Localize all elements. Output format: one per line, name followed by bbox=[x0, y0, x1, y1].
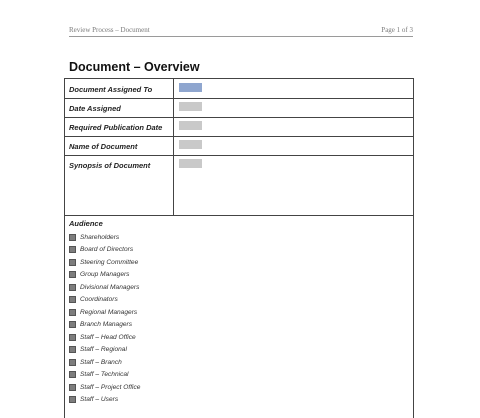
checkbox[interactable] bbox=[69, 384, 76, 391]
audience-heading: Audience bbox=[69, 219, 103, 228]
option-label: Staff – Users bbox=[80, 396, 119, 404]
audience-option[interactable] bbox=[69, 331, 399, 344]
option-label: Shareholders bbox=[80, 233, 120, 241]
form-row-synopsis bbox=[65, 155, 413, 216]
checkbox[interactable] bbox=[69, 284, 76, 291]
synopsis-field[interactable] bbox=[179, 159, 202, 168]
option-label: Coordinators bbox=[80, 296, 118, 304]
checkbox[interactable] bbox=[69, 321, 76, 328]
audience-option[interactable] bbox=[69, 356, 399, 369]
checkbox[interactable] bbox=[69, 346, 76, 353]
form-row-publication-date bbox=[65, 117, 413, 137]
audience-option[interactable] bbox=[69, 231, 399, 244]
checkbox[interactable] bbox=[69, 246, 76, 253]
option-label: Staff – Branch bbox=[80, 358, 122, 366]
form-row-document-name bbox=[65, 136, 413, 156]
audience-option[interactable] bbox=[69, 256, 399, 269]
option-label: Steering Committee bbox=[80, 258, 139, 266]
option-label: Staff – Head Office bbox=[80, 333, 136, 341]
page-title: Document – Overview bbox=[69, 60, 200, 74]
column-divider bbox=[173, 136, 174, 155]
column-divider bbox=[173, 79, 174, 98]
option-label: Group Managers bbox=[80, 271, 130, 279]
audience-option[interactable] bbox=[69, 381, 399, 394]
header-document-name: Review Process – Document bbox=[69, 26, 150, 34]
row-label: Date Assigned bbox=[69, 104, 121, 113]
page-header bbox=[69, 25, 413, 37]
header-page-number: Page 1 of 3 bbox=[381, 26, 413, 34]
checkbox[interactable] bbox=[69, 309, 76, 316]
audience-option[interactable] bbox=[69, 344, 399, 357]
audience-option[interactable] bbox=[69, 294, 399, 307]
column-divider bbox=[173, 155, 174, 215]
checkbox[interactable] bbox=[69, 234, 76, 241]
publication-date-field[interactable] bbox=[179, 121, 202, 130]
assigned-to-field[interactable] bbox=[179, 83, 202, 92]
column-divider bbox=[173, 98, 174, 117]
audience-option[interactable] bbox=[69, 244, 399, 257]
row-label: Name of Document bbox=[69, 142, 138, 151]
document-name-field[interactable] bbox=[179, 140, 202, 149]
audience-option[interactable] bbox=[69, 369, 399, 382]
row-label: Required Publication Date bbox=[69, 123, 163, 132]
checkbox[interactable] bbox=[69, 271, 76, 278]
audience-option[interactable] bbox=[69, 306, 399, 319]
checkbox[interactable] bbox=[69, 396, 76, 403]
date-assigned-field[interactable] bbox=[179, 102, 202, 111]
checkbox[interactable] bbox=[69, 334, 76, 341]
audience-option[interactable] bbox=[69, 269, 399, 282]
option-label: Staff – Regional bbox=[80, 346, 127, 354]
checkbox[interactable] bbox=[69, 359, 76, 366]
checkbox[interactable] bbox=[69, 259, 76, 266]
audience-section bbox=[69, 219, 399, 406]
row-label: Document Assigned To bbox=[69, 85, 153, 94]
column-divider bbox=[173, 117, 174, 136]
document-form bbox=[64, 78, 414, 418]
audience-option[interactable] bbox=[69, 394, 399, 407]
option-label: Divisional Managers bbox=[80, 283, 140, 291]
audience-option[interactable] bbox=[69, 281, 399, 294]
form-row-assigned-to bbox=[65, 79, 413, 99]
checkbox[interactable] bbox=[69, 296, 76, 303]
option-label: Staff – Technical bbox=[80, 371, 129, 379]
option-label: Regional Managers bbox=[80, 308, 138, 316]
form-row-date-assigned bbox=[65, 98, 413, 118]
option-label: Branch Managers bbox=[80, 321, 133, 329]
row-label: Synopsis of Document bbox=[69, 161, 151, 170]
checkbox[interactable] bbox=[69, 371, 76, 378]
option-label: Staff – Project Office bbox=[80, 383, 141, 391]
audience-option[interactable] bbox=[69, 319, 399, 332]
option-label: Board of Directors bbox=[80, 246, 134, 254]
